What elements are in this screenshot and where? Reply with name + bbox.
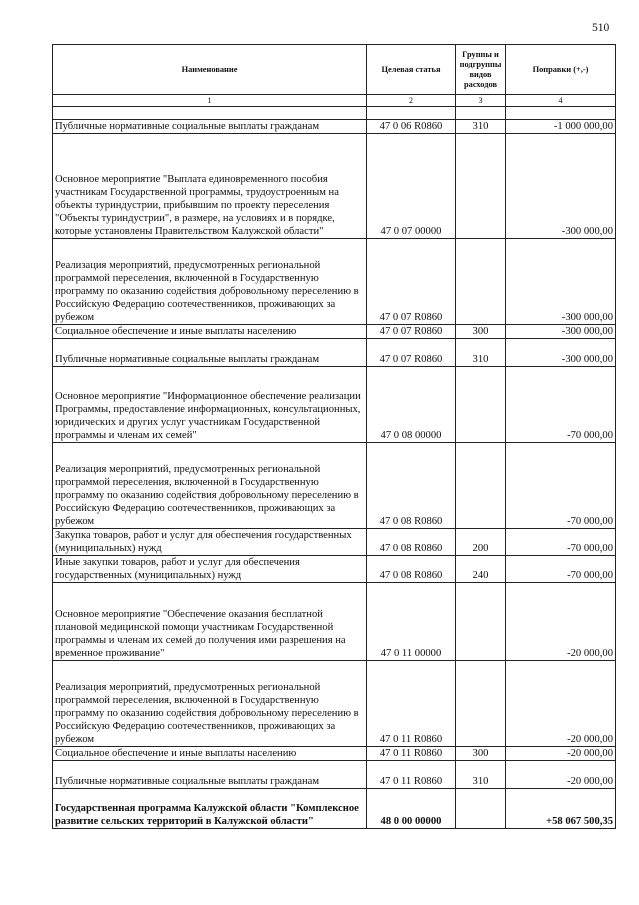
table-row — [53, 239, 616, 325]
spacer-row — [53, 107, 616, 120]
column-number: 1 — [53, 95, 367, 107]
column-number: 4 — [506, 95, 616, 107]
row-name: Публичные нормативные социальные выплаты гражданам — [53, 761, 367, 789]
row-amendment: -70 000,00 — [506, 556, 616, 583]
table-row — [53, 761, 616, 789]
row-amendment: -70 000,00 — [506, 443, 616, 529]
row-amendment: -300 000,00 — [506, 325, 616, 339]
row-amendment: -1 000 000,00 — [506, 120, 616, 134]
row-expense-group — [456, 583, 506, 661]
row-name: Публичные нормативные социальные выплаты гражданам — [53, 339, 367, 367]
row-target-article: 47 0 08 00000 — [367, 367, 456, 443]
row-name: Основное мероприятие "Обеспечение оказания бесплатной плановой медицинской помощи участникам Государственной программы и членам их семей до получения ими разрешения на временное проживание" — [53, 583, 367, 661]
row-name: Закупка товаров, работ и услуг для обеспечения государственных (муниципальных) нужд — [53, 529, 367, 556]
row-expense-group: 240 — [456, 556, 506, 583]
row-amendment: -20 000,00 — [506, 661, 616, 747]
column-number-row — [53, 95, 616, 107]
row-expense-group: 310 — [456, 339, 506, 367]
table-row — [53, 747, 616, 761]
row-expense-group — [456, 239, 506, 325]
row-name: Публичные нормативные социальные выплаты гражданам — [53, 120, 367, 134]
header-expense-groups: Группы и подгруппы видов расходов — [456, 45, 506, 95]
table-body — [53, 120, 616, 829]
row-name: Государственная программа Калужской области "Комплексное развитие сельских территорий в Калужской области" — [53, 789, 367, 829]
table-row — [53, 529, 616, 556]
row-amendment: +58 067 500,35 — [506, 789, 616, 829]
table-row — [53, 325, 616, 339]
row-expense-group — [456, 789, 506, 829]
row-target-article: 47 0 07 R0860 — [367, 339, 456, 367]
table-row — [53, 789, 616, 829]
row-amendment: -300 000,00 — [506, 239, 616, 325]
row-amendment: -20 000,00 — [506, 761, 616, 789]
row-amendment: -300 000,00 — [506, 339, 616, 367]
row-target-article: 48 0 00 00000 — [367, 789, 456, 829]
header-name: Наименование — [53, 45, 367, 95]
row-name: Социальное обеспечение и иные выплаты населению — [53, 747, 367, 761]
row-name: Иные закупки товаров, работ и услуг для обеспечения государственных (муниципальных) нужд — [53, 556, 367, 583]
row-amendment: -20 000,00 — [506, 583, 616, 661]
table-row — [53, 556, 616, 583]
row-expense-group — [456, 661, 506, 747]
header-row — [53, 45, 616, 95]
column-number: 2 — [367, 95, 456, 107]
row-expense-group: 300 — [456, 747, 506, 761]
row-name: Реализация мероприятий, предусмотренных региональной программой переселения, включенной в Государственную программу по оказанию содействия добровольному переселению в Российскую Федерацию соотечественников, проживающих за рубежом — [53, 443, 367, 529]
row-expense-group: 200 — [456, 529, 506, 556]
row-expense-group — [456, 443, 506, 529]
table-row — [53, 120, 616, 134]
row-amendment: -300 000,00 — [506, 134, 616, 239]
table-row — [53, 339, 616, 367]
row-expense-group — [456, 134, 506, 239]
column-number: 3 — [456, 95, 506, 107]
row-amendment: -70 000,00 — [506, 367, 616, 443]
row-target-article: 47 0 08 R0860 — [367, 529, 456, 556]
row-amendment: -70 000,00 — [506, 529, 616, 556]
row-expense-group: 310 — [456, 120, 506, 134]
header-target-article: Целевая статья — [367, 45, 456, 95]
row-name: Социальное обеспечение и иные выплаты населению — [53, 325, 367, 339]
row-name: Основное мероприятие "Выплата единовременного пособия участникам Государственной программы, трудоустроенным на объекты туриндустрии, прибывшим по проекту переселения "Объекты туриндустрии", в размере, на условиях и в порядке, которые установлены Правительством Калужской области" — [53, 134, 367, 239]
row-target-article: 47 0 11 R0860 — [367, 747, 456, 761]
table-row — [53, 661, 616, 747]
table-row — [53, 583, 616, 661]
row-amendment: -20 000,00 — [506, 747, 616, 761]
row-expense-group: 300 — [456, 325, 506, 339]
table-row — [53, 134, 616, 239]
table-row — [53, 367, 616, 443]
budget-table — [52, 44, 616, 829]
header-amendments: Поправки (+,-) — [506, 45, 616, 95]
row-target-article: 47 0 07 R0860 — [367, 325, 456, 339]
row-target-article: 47 0 11 R0860 — [367, 661, 456, 747]
row-expense-group — [456, 367, 506, 443]
row-target-article: 47 0 11 R0860 — [367, 761, 456, 789]
row-name: Реализация мероприятий, предусмотренных региональной программой переселения, включенной в Государственную программу по оказанию содействия добровольному переселению в Российскую Федерацию соотечественников, проживающих за рубежом — [53, 239, 367, 325]
table-row — [53, 443, 616, 529]
row-target-article: 47 0 07 00000 — [367, 134, 456, 239]
row-name: Основное мероприятие "Информационное обеспечение реализации Программы, предоставление информационных, консультационных, юридических и других услуг участникам Государственной программы и членам их семей" — [53, 367, 367, 443]
page-number: 510 — [592, 22, 610, 34]
row-target-article: 47 0 08 R0860 — [367, 443, 456, 529]
row-target-article: 47 0 08 R0860 — [367, 556, 456, 583]
row-target-article: 47 0 06 R0860 — [367, 120, 456, 134]
row-name: Реализация мероприятий, предусмотренных региональной программой переселения, включенной в Государственную программу по оказанию содействия добровольному переселению в Российскую Федерацию соотечественников, проживающих за рубежом — [53, 661, 367, 747]
row-target-article: 47 0 11 00000 — [367, 583, 456, 661]
row-expense-group: 310 — [456, 761, 506, 789]
row-target-article: 47 0 07 R0860 — [367, 239, 456, 325]
